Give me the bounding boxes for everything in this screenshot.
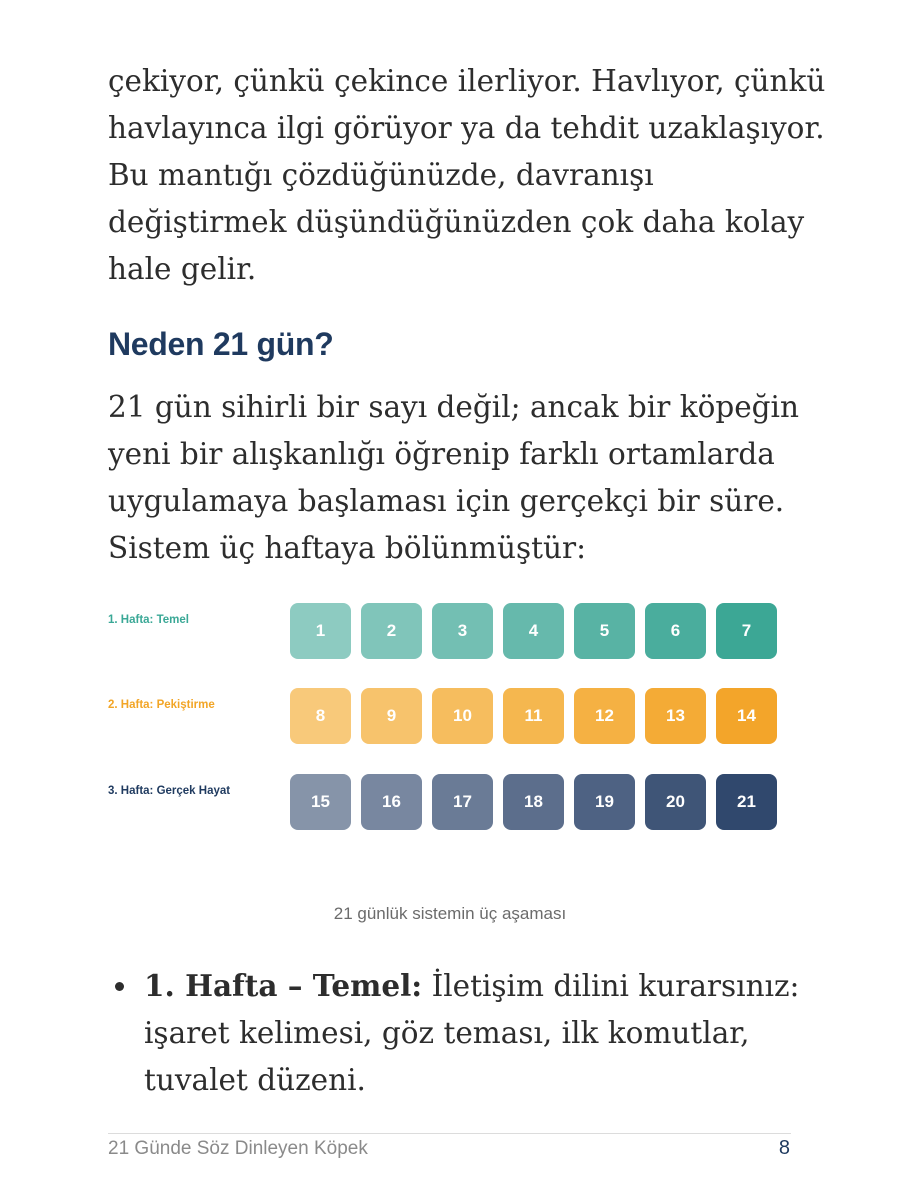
day-tile: 1 <box>290 603 351 659</box>
footer-divider <box>108 1133 791 1134</box>
week-label: 2. Hafta: Pekiştirme <box>108 699 215 711</box>
bullet-list <box>108 962 808 1104</box>
text-line: hale gelir. <box>108 252 257 286</box>
section-paragraph <box>108 384 808 572</box>
text-line: havlayınca ilgi görüyor ya da tehdit uzaklaşıyor. <box>108 111 825 145</box>
intro-paragraph <box>108 58 826 293</box>
text-line: Bu mantığı çözdüğünüzde, davranışı <box>108 158 654 192</box>
day-tile: 15 <box>290 774 351 830</box>
week-label: 1. Hafta: Temel <box>108 614 189 626</box>
text-line: çekiyor, çünkü çekince ilerliyor. Havlıyor, çünkü <box>108 64 826 98</box>
day-tile: 4 <box>503 603 564 659</box>
day-tile: 11 <box>503 688 564 744</box>
day-tile: 7 <box>716 603 777 659</box>
day-tile: 6 <box>645 603 706 659</box>
day-tile: 2 <box>361 603 422 659</box>
day-tile: 13 <box>645 688 706 744</box>
text-line: Sistem üç haftaya bölünmüştür: <box>108 531 587 565</box>
text-line: 21 gün sihirli bir sayı değil; ancak bir köpeğin <box>108 390 799 424</box>
day-tile: 3 <box>432 603 493 659</box>
day-tile: 21 <box>716 774 777 830</box>
figure-caption: 21 günlük sistemin üç aşaması <box>333 904 567 923</box>
text-line: değiştirmek düşündüğünüzden çok daha kolay <box>108 205 805 239</box>
text-line: uygulamaya başlaması için gerçekçi bir süre. <box>108 484 785 518</box>
day-tile: 20 <box>645 774 706 830</box>
day-tile: 5 <box>574 603 635 659</box>
list-item <box>108 962 808 1104</box>
day-tile: 10 <box>432 688 493 744</box>
bullet-text: İletişim dilini kurarsınız: <box>422 969 800 1003</box>
footer-book-title: 21 Günde Söz Dinleyen Köpek <box>108 1138 368 1159</box>
section-heading: Neden 21 gün? <box>108 326 334 362</box>
page-number: 8 <box>778 1137 790 1159</box>
day-tile: 18 <box>503 774 564 830</box>
week-label: 3. Hafta: Gerçek Hayat <box>108 785 231 797</box>
bullet-text-line: işaret kelimesi, göz teması, ilk komutlar, <box>144 1016 750 1050</box>
day-tile: 19 <box>574 774 635 830</box>
text-line: yeni bir alışkanlığı öğrenip farklı ortamlarda <box>108 437 775 471</box>
day-tile: 12 <box>574 688 635 744</box>
bullet-text-line: tuvalet düzeni. <box>144 1063 366 1097</box>
day-tile: 9 <box>361 688 422 744</box>
bullet-dot-icon <box>115 982 124 991</box>
day-tile: 8 <box>290 688 351 744</box>
day-tile: 17 <box>432 774 493 830</box>
bullet-bold-label: 1. Hafta – Temel: <box>144 968 423 1003</box>
day-tile: 14 <box>716 688 777 744</box>
day-tile: 16 <box>361 774 422 830</box>
